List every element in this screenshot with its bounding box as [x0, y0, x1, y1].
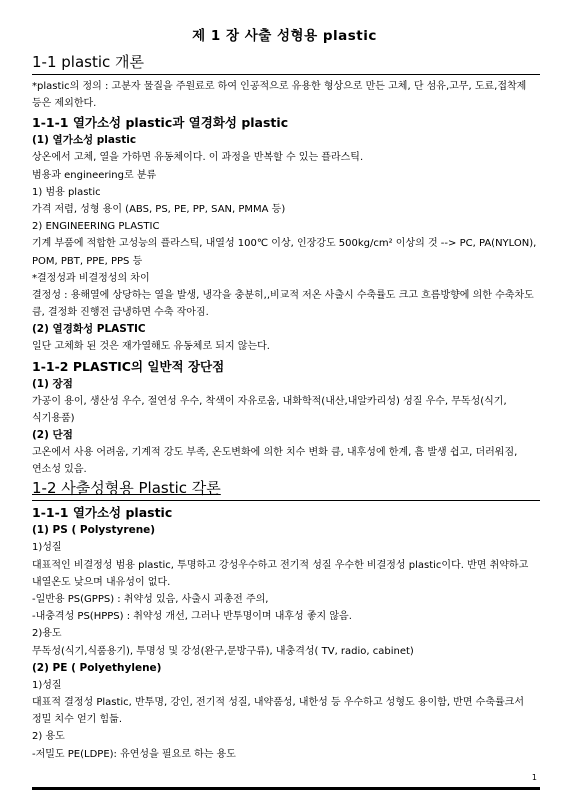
paragraph: 1)성질: [32, 542, 62, 554]
paragraph: 1) 범용 plastic: [32, 186, 101, 198]
paragraph: 무독성(식기,식품용기), 투명성 및 강성(완구,문방구류), 내충격성( TV, radio, cabinet): [32, 645, 414, 657]
subsection-heading: (1) PS ( Polystyrene): [32, 524, 156, 537]
paragraph: 일단 고체화 된 것은 재가열해도 유동체로 되지 않는다.: [32, 341, 270, 353]
paragraph: *plastic의 정의 : 고분자 물질을 주원료로 하여 인공적으로 유용한 형상으로 만든 고체, 단 섬유,고무, 도료,접착제 등은 제외한다.: [32, 81, 527, 110]
section-heading: 1-1-1 열가소성 plastic과 열경화성 plastic: [32, 115, 289, 131]
chapter-heading: 1-1 plastic 개론: [32, 53, 145, 71]
paragraph: 1)성질: [32, 679, 62, 691]
paragraph: 기계 부품에 적합한 고성능의 플라스틱, 내열성 100℃ 이상, 인장강도 500kg/cm² 이상의 것 --> PC, PA(NYLON), POM, PBT, PPE, PPS 등: [32, 238, 537, 267]
paragraph: 결정성 : 용해열에 상당하는 열을 발생, 냉각을 충분히,,비교적 저온 사출시 수축률도 크고 흐름방향에 의한 수축차도 큼, 결정화 진행전 급냉하면 수축 작아짐.: [32, 290, 534, 319]
paragraph: -내충격성 PS(HPPS) : 취약성 개선, 그러나 반투명이며 내후성 좋지 않음.: [32, 611, 352, 623]
section-heading: 1-1-1 열가소성 plastic: [32, 505, 173, 521]
section-rule: [32, 74, 540, 75]
document-title: 제 1 장 사출 성형용 plastic: [192, 28, 377, 44]
section-heading: 1-1-2 PLASTIC의 일반적 장단점: [32, 358, 225, 374]
chapter-heading: 1-2 사출성형용 Plastic 각론: [32, 479, 221, 498]
paragraph: -저밀도 PE(LDPE): 유연성을 필요로 하는 용도: [32, 748, 236, 760]
subsection-heading: (1) 열가소성 plastic: [32, 134, 137, 147]
bottom-rule: [32, 787, 540, 790]
page-number: 1: [531, 773, 537, 782]
paragraph: 고온에서 사용 어려움, 기계적 강도 부족, 온도변화에 의한 치수 변화 큼, 내후성에 한계, 흠 발생 쉽고, 더러워짐, 연소성 있음.: [32, 447, 518, 476]
subsection-heading: (2) 열경화성 PLASTIC: [32, 323, 146, 336]
subsection-heading: (2) 단점: [32, 429, 73, 442]
paragraph: 2) 용도: [32, 731, 65, 743]
paragraph: 가격 저렴, 성형 용이 (ABS, PS, PE, PP, SAN, PMMA 등): [32, 204, 286, 216]
subsection-heading: (2) PE ( Polyethylene): [32, 661, 162, 674]
paragraph: 상온에서 고체, 열을 가하면 유동체이다. 이 과정을 반복할 수 있는 플라스틱.: [32, 152, 364, 164]
paragraph: 범용과 engineering로 분류: [32, 169, 157, 181]
section-rule: [32, 500, 540, 501]
document-body: [32, 52, 540, 763]
paragraph: 2)용도: [32, 628, 62, 640]
paragraph: 대표적 결정성 Plastic, 반투명, 강인, 전기적 성질, 내약품성, 내한성 등 우수하고 성형도 용이함, 반면 수축률크서 정밀 치수 얻기 힘듦.: [32, 697, 524, 726]
subsection-heading: (1) 장점: [32, 377, 73, 390]
paragraph: -일반용 PS(GPPS) : 취약성 있음, 사출시 괴총전 주의,: [32, 594, 269, 606]
paragraph: 2) ENGINEERING PLASTIC: [32, 221, 160, 233]
paragraph: *결정성과 비결정성의 차이: [32, 272, 150, 284]
paragraph: 대표적인 비결정성 범용 plastic, 투명하고 강성우수하고 전기적 성질 우수한 비결정성 plastic이다. 반면 취약하고 내열온도 낮으며 내유성이 없다.: [32, 559, 529, 588]
paragraph: 가공이 용이, 생산성 우수, 절연성 우수, 착색이 자유로움, 내화학적(내산,내알카리성) 성질 우수, 무독성(식기,식기용품): [32, 395, 507, 424]
